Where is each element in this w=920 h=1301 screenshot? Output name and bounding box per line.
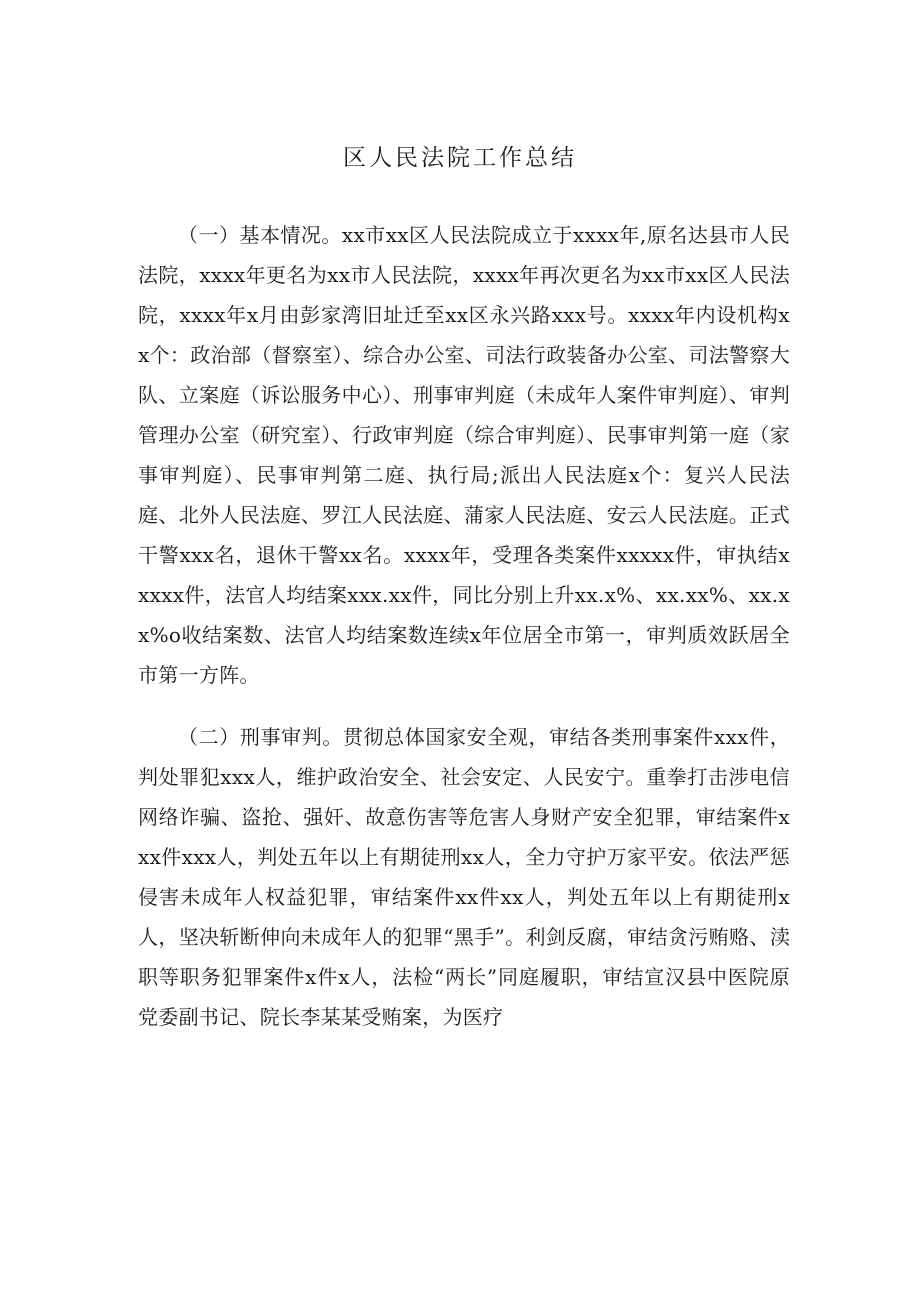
document-body [138, 215, 790, 1037]
paragraph-basic-situation: （一）基本情况。xx市xx区人民法院成立于xxxx年,原名达县市人民法院，xxxx年更名为xx市人民法院，xxxx年再次更名为xx市xx区人民法院，xxxx年x月由彭家湾旧址迁至xx区永兴路xxx号。xxxx年内设机构xx个：政治部（督察室）、综合办公室、司法行政装备办公室、司法警察大队、立案庭（诉讼服务中心）、刑事审判庭（未成年人案件审判庭）、审判管理办公室（研究室）、行政审判庭（综合审判庭）、民事审判第一庭（家事审判庭）、民事审判第二庭、执行局;派出人民法庭x个：复兴人民法庭、北外人民法庭、罗江人民法庭、蒲家人民法庭、安云人民法庭。正式干警xxx名，退休干警xx名。xxxx年，受理各类案件xxxxx件，审执结xxxxx件，法官人均结案xxx.xx件，同比分别上升xx.x%、xx.xx%、xx.xx%o收结案数、法官人均结案数连续x年位居全市第一，审判质效跃居全市第一方阵。 [138, 223, 790, 687]
document-title: 区人民法院工作总结 [343, 145, 577, 171]
paragraph-criminal-trial: （二）刑事审判。贯彻总体国家安全观，审结各类刑事案件xxx件，判处罪犯xxx人，维护政治安全、社会安定、人民安宁。重拳打击涉电信网络诈骗、盗抢、强奸、故意伤害等危害人身财产安全犯罪，审结案件xxx件xxx人，判处五年以上有期徒刑xx人，全力守护万家平安。依法严惩侵害未成年人权益犯罪，审结案件xx件xx人，判处五年以上有期徒刑x人，坚决斩断伸向未成年人的犯罪“黑手”。利剑反腐，审结贪污贿赂、渎职等职务犯罪案件x件x人，法检“两长”同庭履职，审结宣汉县中医院原党委副书记、院长李某某受贿案，为医疗 [138, 725, 790, 1029]
